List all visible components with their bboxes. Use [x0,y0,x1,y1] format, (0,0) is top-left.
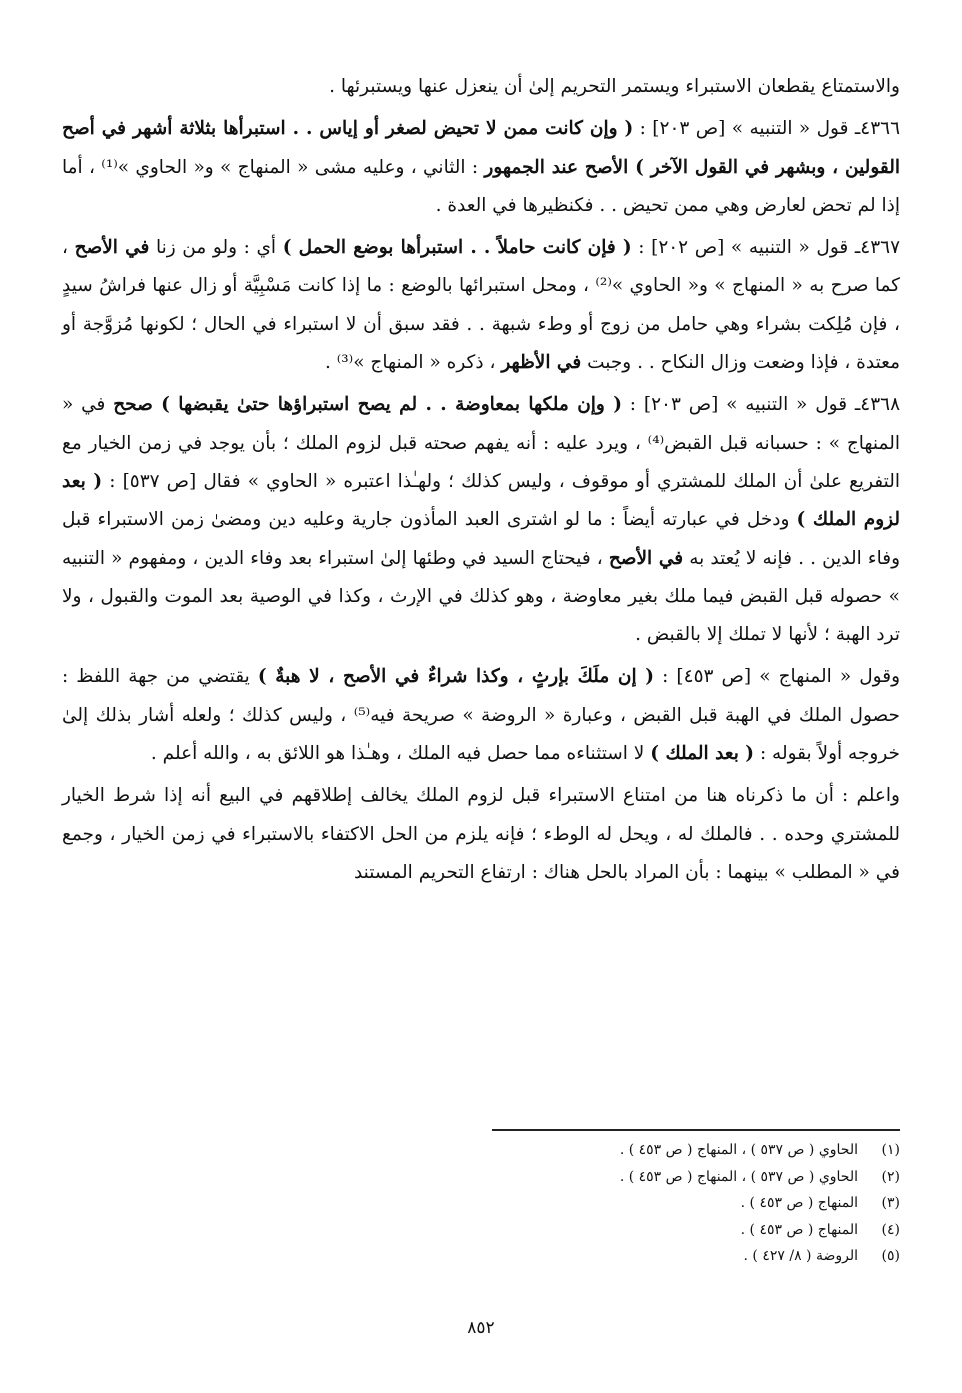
quoted-text: ( وإن كانت ممن لا تحيض لصغر أو إياس . . استبرأها بثلاثة أشهر في أصح القولين ، وبشهر في القول الآخر ) الأصح عند الجمهور [62,118,901,178]
footnote-number: (٢) [881,1168,900,1185]
para-lead: ٤٣٦٨ـ قول « التنبيه » [ص ٢٠٣] : [622,394,901,416]
para-text: يقتضي من جهة اللفظ : حصول الملك في الهبة قبل القبض ، وعبارة « الروضة » صريحة فيه⁽⁵⁾ ، وليس كذلك ؛ ولعله أشار بذلك إلىٰ خروجه أولاً بقوله : [62,666,900,765]
para-text: ، ذكره « المنهاج »⁽³⁾ . [324,352,502,374]
paragraph-minhaj [62,658,900,773]
paragraph-4367 [62,229,900,382]
emphasis-text: في الأصح [608,547,684,569]
footnote-text: المنهاج ( ص ٤٥٣ ) . [740,1221,858,1238]
footnote-text: الروضة ( ٨/ ٤٢٧ ) . [743,1248,858,1265]
footnote-number: (١) [881,1142,900,1158]
emphasis-text: في الأظهر [501,352,582,374]
para-lead: ٤٣٦٧ـ قول « التنبيه » [ص ٢٠٢] : [631,237,901,259]
footnote-separator [492,1129,900,1131]
paragraph-continuation [62,68,900,106]
quoted-text: ( بعد الملك ) [650,743,755,765]
quoted-text: ( وإن ملكها بمعاوضة . . لم يصح استبراؤها حتىٰ يقبضها ) صحح [113,394,622,416]
quoted-text: ( إن ملَكَ بإرثٍ ، وكذا شراءٌ في الأصح ، لا هبةٌ ) [257,666,655,688]
footnote-number: (٥) [881,1248,900,1265]
footnote-item [62,1190,900,1217]
para-text: في « المنهاج » : حسبانه قبل القبض⁽⁴⁾ ، ويرد عليه : أنه يفهم صحته قبل لزوم الملك ؛ بأن يوجد في زمن الخيار مع التفريع علىٰ أن الملك للمشتري أو موقوف ، وليس كذلك ؛ ولهـٰذا اعتبره « الحاوي » فقال [ص ٥٣٧] : [62,394,900,492]
main-text [62,68,900,896]
paragraph-4368 [62,386,900,654]
para-text: أي : ولو من زنا [149,237,283,259]
para-text: ودخل في عبارته أيضاً : ما لو اشترى العبد المأذون جارية وعليه دين ومضىٰ زمن الاستبراء قبل وفاء الدين . . فإنه لا يُعتد به [62,509,900,569]
quoted-text: ( فإن كانت حاملاً . . استبرأها بوضع الحمل ) [282,237,632,259]
para-text: : الثاني ، وعليه مشى « المنهاج » و« الحاوي »⁽¹⁾ ، أما إذا لم تحض لعارض وهي ممن تحيض . . فكنظيرها في العدة . [62,156,900,216]
footnote-number: (٤) [881,1221,900,1238]
page-number: ٨٥٢ [467,1318,495,1338]
footnote-text: الحاوي ( ص ٥٣٧ ) ، المنهاج ( ص ٤٥٣ ) . [619,1142,858,1158]
paragraph-4366 [62,110,900,225]
footnote-item [62,1164,900,1191]
para-lead: وقول « المنهاج » [ص ٤٥٣] : [654,666,900,688]
footnote-item [62,1217,900,1244]
quoted-text: ( بعد لزوم الملك ) [62,470,900,531]
para-lead: ٤٣٦٦ـ قول « التنبيه » [ص ٢٠٣] : [633,118,901,140]
footnote-item [62,1137,900,1164]
emphasis-text: في الأصح [74,237,150,259]
para-text: ، فيحتاج السيد في وطئها إلىٰ استبراء بعد وفاء الدين ، ومفهوم « التنبيه » حصوله قبل القبض فيما ملك بغير معاوضة ، وهو كذلك في الإرث ، وكذا في الوصية بعد الموت والقبول ، ولا ترد الهبة ؛ لأنها لا تملك إلا بالقبض . [62,547,900,646]
footnotes [62,1137,900,1270]
footnote-text: المنهاج ( ص ٤٥٣ ) . [740,1195,858,1212]
para-text: لا استثناءه مما حصل فيه الملك ، وهـٰذا هو اللائق به ، والله أعلم . [150,743,651,765]
para-text: واعلم : أن ما ذكرناه هنا من امتناع الاستبراء قبل لزوم الملك يخالف إطلاقهم في البيع أنه إذا شرط الخيار للمشتري وحده . . فالملك له ، ويحل له الوطء ؛ فإنه يلزم من الحل الاكتفاء بالاستبراء في زمن الخيار ، وجمع في « المطلب » بينهما : بأن المراد بالحل هناك : ارتفاع التحريم المستند [62,785,900,883]
para-text: والاستمتاع يقطعان الاستبراء ويستمر التحريم إلىٰ أن ينعزل عنها ويستبرئها . [329,76,900,97]
footnote-text: الحاوي ( ص ٥٣٧ ) ، المنهاج ( ص ٤٥٣ ) . [619,1168,858,1185]
para-text: ، كما صرح به « المنهاج » و« الحاوي »⁽²⁾ ، ومحل استبرائها بالوضع : ما إذا كانت مَسْبِيَّة أو زال عنها فراشُ سيدٍ ، فإن مُلِكت بشراء وهي حامل من زوج أو وطء شبهة . . فقد سبق أن لا استبراء في الحال ؛ لكونها مُزوَّجة أو معتدة ، فإذا وضعت وزال النكاح . . وجبت [62,237,900,374]
paragraph-note [62,777,900,892]
footnote-item [62,1243,900,1270]
footnote-number: (٣) [881,1195,900,1212]
